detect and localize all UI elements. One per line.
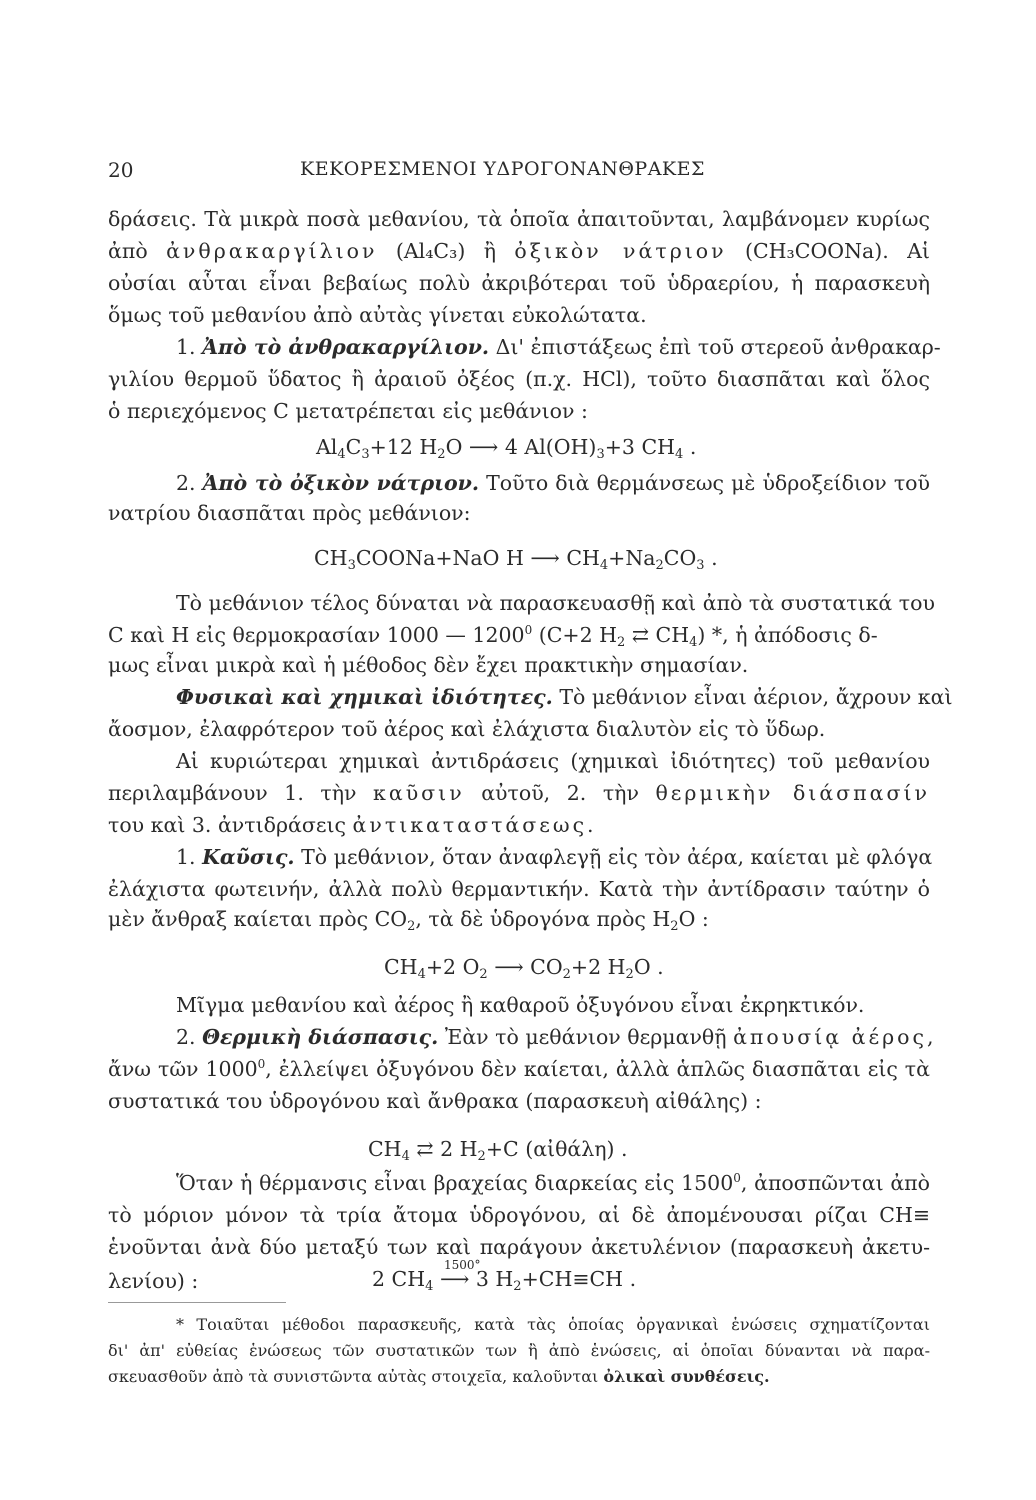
spaced-term: ἀπουσίᾳ ἀέρος,	[733, 1025, 937, 1049]
equation-4: $CH_4$ ⇄ 2 $H_2+C$ (αἰθάλη) .	[368, 1137, 628, 1164]
section-heading: Ἀπὸ τὸ ὀξικὸν νάτριον.	[202, 471, 480, 495]
text-line: 2. Θερμικὴ διάσπασις. Ἐὰν τὸ μεθάνιον θερμανθῇ ἀπουσίᾳ ἀέρος,	[176, 1025, 937, 1049]
text-line: Τὸ μεθάνιον τέλος δύναται νὰ παρασκευασθῇ καὶ ἀπὸ τὰ συστατικά του	[176, 591, 935, 615]
equation-5: 2 $CH_4$ 1500° ⟶ 3 $H_2+CH\equiv CH$ .	[372, 1266, 636, 1292]
spaced-term: θερμικὴν διάσπασίν	[655, 781, 930, 805]
text-line: μὲν ἄνθραξ καίεται πρὸς $CO_2$, τὰ δὲ ὑδρογόνα πρὸς $H_2O$ :	[108, 907, 709, 934]
text-line: ἀπὸ ἀνθρακαργίλιον (Al₄C₃) ἢ ὀξικὸν νάτριον (CH₃COONa). Αἱ	[108, 239, 930, 263]
text-line: περιλαμβάνουν 1. τὴν καῦσιν αὐτοῦ, 2. τὴν θερμικὴν διάσπασίν	[108, 781, 930, 805]
text-line: του καὶ 3. ἀντιδράσεις ἀντικαταστάσεως.	[108, 813, 597, 837]
text-line: ἑνοῦνται ἀνὰ δύο μεταξύ των καὶ παράγουν ἀκετυλένιον (παρασκευὴ ἀκετυ-	[108, 1235, 930, 1259]
section-heading: Θερμικὴ διάσπασις.	[202, 1025, 439, 1049]
text-line: λενίου) :	[108, 1269, 199, 1293]
text-line: τὸ μόριον μόνον τὰ τρία ἄτομα ὑδρογόνου, αἱ δὲ ἀπομένουσαι ρίζαι CH≡	[108, 1203, 930, 1227]
text-line: C καὶ H εἰς θερμοκρασίαν 1000 — 1200$^0$ (C+2 $H_2$ ⇄ $CH_4$) *, ἡ ἀπόδοσις δ-	[108, 623, 878, 650]
spaced-term: ἀντικαταστάσεως.	[352, 813, 597, 837]
text-line: μως εἶναι μικρὰ καὶ ἡ μέθοδος δὲν ἔχει πρακτικὴν σημασίαν.	[108, 653, 749, 677]
footnote-term: ὀλικαὶ συνθέσεις.	[603, 1367, 770, 1386]
footnote-rule	[108, 1302, 286, 1303]
text-line: Μῖγμα μεθανίου καὶ ἀέρος ἢ καθαροῦ ὀξυγόνου εἶναι ἐκρηκτικόν.	[176, 993, 865, 1017]
section-heading: Ἀπὸ τὸ ἀνθρακαργίλιον.	[202, 335, 490, 359]
equation-3: $CH_4+2$ $O_2$ ⟶ $CO_2+2$ $H_2O$ .	[384, 955, 664, 982]
reaction-arrow: ⟶	[439, 1267, 470, 1291]
text-line: γιλίου θερμοῦ ὕδατος ἢ ἀραιοῦ ὀξέος (π.χ. HCl), τοῦτο διασπᾶται καὶ ὅλος	[108, 367, 930, 391]
equation-2: $CH_3COONa+NaO$ H ⟶ $CH_4+Na_2CO_3$ .	[314, 546, 718, 573]
text-line: ὁ περιεχόμενος C μετατρέπεται εἰς μεθάνιον :	[108, 399, 588, 423]
text-line: Ὅταν ἡ θέρμανσις εἶναι βραχείας διαρκείας εἰς 1500$^0$, ἀποσπῶνται ἀπὸ	[176, 1171, 931, 1195]
text-line: Αἱ κυριώτεραι χημικαὶ ἀντιδράσεις (χημικαὶ ἰδιότητες) τοῦ μεθανίου	[176, 749, 930, 773]
reaction-arrow: ⟶	[494, 955, 524, 979]
equation-1: $Al_4C_3+12$ $H_2O$ ⟶ 4 $Al(OH)_3+3$ $CH_4$ .	[316, 435, 697, 462]
text-line: ἄοσμον, ἐλαφρότερον τοῦ ἀέρος καὶ ἐλάχιστα διαλυτὸν εἰς τὸ ὕδωρ.	[108, 717, 826, 741]
section-heading: Καῦσις.	[202, 845, 295, 869]
running-header: ΚΕΚΟΡΕΣΜΕΝΟΙ ΥΔΡΟΓΟΝΑΝΘΡΑΚΕΣ	[300, 158, 705, 180]
text-line: 1. Ἀπὸ τὸ ἀνθρακαργίλιον. Δι' ἐπιστάξεως ἐπὶ τοῦ στερεοῦ ἀνθρακαρ-	[176, 335, 941, 359]
spaced-term: καῦσιν	[373, 781, 465, 805]
text-line: ἄνω τῶν 1000$^0$, ἐλλείψει ὀξυγόνου δὲν καίεται, ἀλλὰ ἁπλῶς διασπᾶται εἰς τὰ	[108, 1057, 930, 1081]
text-line: συστατικά του ὑδρογόνου καὶ ἄνθρακα (παρασκευὴ αἰθάλης) :	[108, 1089, 762, 1113]
reaction-arrow: ⟶	[530, 546, 560, 570]
text-line: ἐλάχιστα φωτεινήν, ἀλλὰ πολὺ θερμαντικήν. Κατὰ τὴν ἀντίδρασιν ταύτην ὁ	[108, 877, 930, 901]
page-number: 20	[108, 158, 134, 182]
equilibrium-arrow: ⇄	[416, 1137, 434, 1161]
reaction-condition: 1500°	[443, 1258, 481, 1272]
section-heading: Φυσικαὶ καὶ χημικαὶ ἰδιότητες.	[176, 685, 553, 709]
reaction-arrow: ⟶	[468, 435, 499, 459]
text-line: οὐσίαι αὗται εἶναι βεβαίως πολὺ ἀκριβότεραι τοῦ ὑδραερίου, ἡ παρασκευὴ	[108, 271, 930, 295]
text-line: 2. Ἀπὸ τὸ ὀξικὸν νάτριον. Τοῦτο διὰ θερμάνσεως μὲ ὑδροξείδιον τοῦ	[176, 471, 930, 495]
spaced-term: ἀνθρακαργίλιον	[166, 239, 378, 263]
footnote-line: σκευασθοῦν ἀπὸ τὰ συνιστῶντα αὐτὰς στοιχεῖα, καλοῦνται ὀλικαὶ συνθέσεις.	[108, 1367, 770, 1386]
text-line: νατρίου διασπᾶται πρὸς μεθάνιον:	[108, 501, 471, 525]
spaced-term: ὀξικὸν νάτριον	[514, 239, 727, 263]
text-line: δράσεις. Τὰ μικρὰ ποσὰ μεθανίου, τὰ ὁποῖα ἀπαιτοῦνται, λαμβάνομεν κυρίως	[108, 207, 930, 231]
text-line: ὅμως τοῦ μεθανίου ἀπὸ αὐτὰς γίνεται εὐκολώτατα.	[108, 303, 647, 327]
footnote-line: δι' ἀπ' εὐθείας ἑνώσεως τῶν συστατικῶν των ἢ ἀπὸ ἑνώσεις, αἱ ὁποῖαι δύνανται νὰ παρα-	[108, 1341, 930, 1360]
text-line: 1. Καῦσις. Τὸ μεθάνιον, ὅταν ἀναφλεγῇ εἰς τὸν ἀέρα, καίεται μὲ φλόγα	[176, 845, 933, 869]
footnote-line: * Τοιαῦται μέθοδοι παρασκευῆς, κατὰ τὰς ὁποίας ὀργανικαὶ ἑνώσεις σχηματίζονται	[176, 1315, 930, 1334]
text-line: Φυσικαὶ καὶ χημικαὶ ἰδιότητες. Τὸ μεθάνιον εἶναι ἀέριον, ἄχρουν καὶ	[176, 685, 953, 709]
